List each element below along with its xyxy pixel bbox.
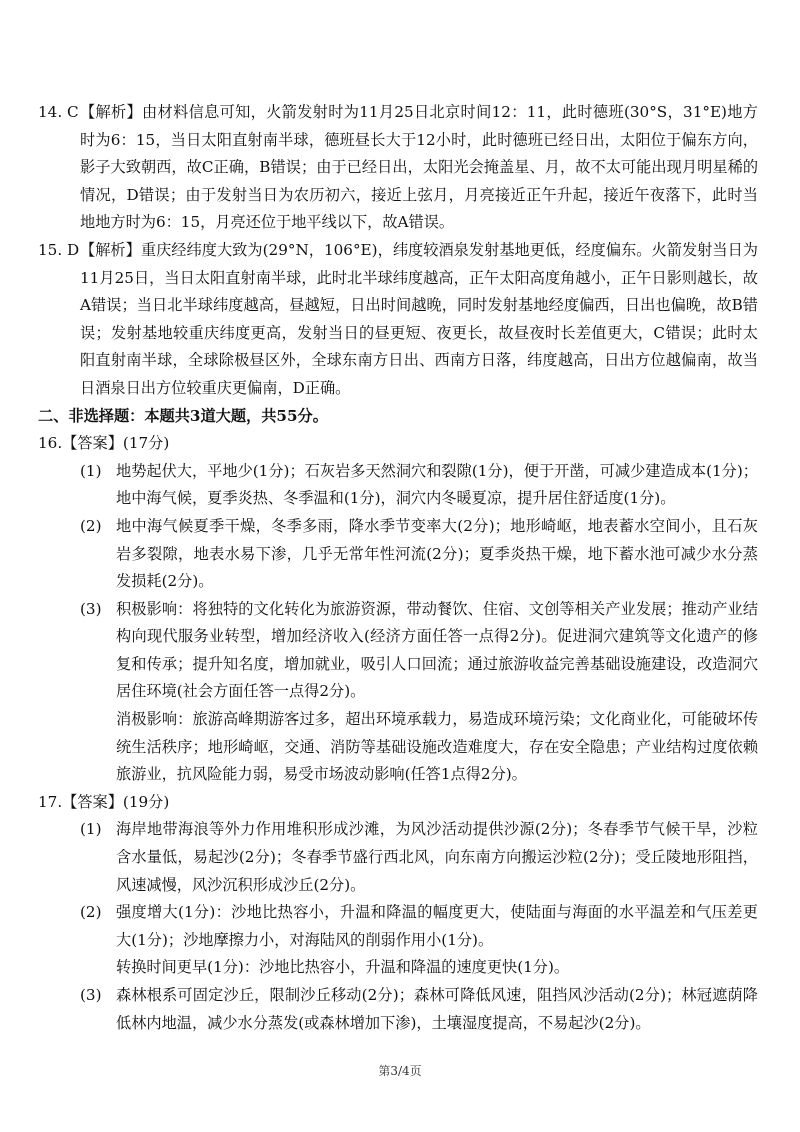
answer-14-label: 14. C — [38, 103, 79, 121]
part-text: 地势起伏大，平地少(1分)；石灰岩多天然洞穴和裂隙(1分)，便于开凿，可减少建造成本(1分)；地中海气候，夏季炎热、冬季温和(1分)，洞穴内冬暖夏凉，提升居住舒适度(1分)。 — [116, 461, 758, 508]
answer-14 — [38, 99, 758, 237]
section-heading: 二、非选择题：本题共3道大题，共55分。 — [38, 406, 328, 425]
part-label: (1) — [80, 820, 102, 839]
answer-16-part-1 — [38, 458, 758, 513]
page-number: 第3/4页 — [378, 1064, 422, 1078]
part-label: (2) — [80, 516, 102, 535]
answer-15-text: 【解析】重庆经纬度大致为(29°N，106°E)，纬度较酒泉发射基地更低，经度偏东。火箭发射当日为11月25日，当日太阳直射南半球，此时北半球纬度越高，正午太阳高度角越小，正午日影则越长，故A错误；当日北半球纬度越高，昼越短，日出时间越晚，同时发射基地经度偏西，日出也偏晚，故B错误；发射基地较重庆纬度更高，发射当日的昼更短、夜更长，故昼夜时长差值更大，C错误；此时太阳直射南半球，全球除极昼区外，全球东南方日出、西南方日落，纬度越高，日出方位越偏南，故当日酒泉日出方位较重庆更偏南，D正确。 — [80, 240, 758, 397]
answer-16-header: 16.【答案】(17分) — [38, 434, 170, 453]
answer-16-part-3 — [38, 596, 758, 706]
answer-17-part-1 — [38, 816, 758, 899]
part-text: 地中海气候夏季干燥，冬季多雨，降水季节变率大(2分)；地形崎岖，地表蓄水空间小，且石灰岩多裂隙，地表水易下渗，几乎无常年性河流(2分)；夏季炎热干燥，地下蓄水池可减少水分蒸发损耗(2分)。 — [116, 516, 758, 591]
answer-15 — [38, 237, 758, 403]
part-text: 积极影响：将独特的文化转化为旅游资源，带动餐饮、住宿、文创等相关产业发展；推动产业结构向现代服务业转型，增加经济收入(经济方面任答一点得2分)。促进洞穴建筑等文化遗产的修复和传承；提升知名度，增加就业，吸引人口回流；通过旅游收益完善基础设施建设，改造洞穴居住环境(社会方面任答一点得2分)。 — [116, 599, 758, 701]
part-text: 海岸地带海浪等外力作用堆积形成沙滩，为风沙活动提供沙源(2分)；冬春季节气候干旱，沙粒含水量低，易起沙(2分)；冬春季节盛行西北风，向东南方向搬运沙粒(2分)；受丘陵地形阻挡，风速减慢，风沙沉积形成沙丘(2分)。 — [116, 820, 758, 894]
part-label: (3) — [80, 599, 102, 618]
part-text: 森林根系可固定沙丘，限制沙丘移动(2分)；森林可降低风速，阻挡风沙活动(2分)；林冠遮荫降低林内地温，减少水分蒸发(或森林增加下渗)，土壤湿度提高，不易起沙(2分)。 — [116, 986, 758, 1032]
answer-17-part-2 — [38, 899, 758, 954]
part-label: (1) — [80, 461, 102, 480]
part-label: (2) — [80, 903, 102, 922]
answer-16-part-3-negative: 消极影响：旅游高峰期游客过多，超出环境承载力，易造成环境污染；文化商业化，可能破坏传统生活秩序；地形崎岖，交通、消防等基础设施改造难度大，存在安全隐患；产业结构过度依赖旅游业，抗风险能力弱，易受市场波动影响(任答1点得2分)。 — [116, 710, 758, 784]
answer-14-text: 【解析】由材料信息可知，火箭发射时为11月25日北京时间12：11，此时德班(30°S，31°E)地方时为6：15，当日太阳直射南半球，德班昼长大于12小时，此时德班已经日出，太阳位于偏东方向，影子大致朝西，故C正确，B错误；由于已经日出，太阳光会掩盖星、月，故不太可能出现月明星稀的情况，D错误；由于发射当日为农历初六，接近上弦月，月亮接近正午升起，接近午夜落下，此时当地地方时为6：15，月亮还位于地平线以下，故A错误。 — [80, 103, 758, 232]
part-text: 强度增大(1分)：沙地比热容小，升温和降温的幅度更大，使陆面与海面的水平温差和气压差更大(1分)；沙地摩擦力小，对海陆风的削弱作用小(1分)。 — [116, 903, 758, 949]
answer-17-part-3 — [38, 982, 758, 1037]
answer-16-part-2 — [38, 513, 758, 596]
answer-15-label: 15. D — [38, 240, 80, 259]
answer-content — [38, 99, 758, 1037]
answer-17-part-2-extra: 转换时间更早(1分)：沙地比热容小，升温和降温的速度更快(1分)。 — [116, 958, 570, 977]
part-label: (3) — [80, 986, 102, 1004]
answer-17-header: 17.【答案】(19分) — [38, 792, 170, 811]
